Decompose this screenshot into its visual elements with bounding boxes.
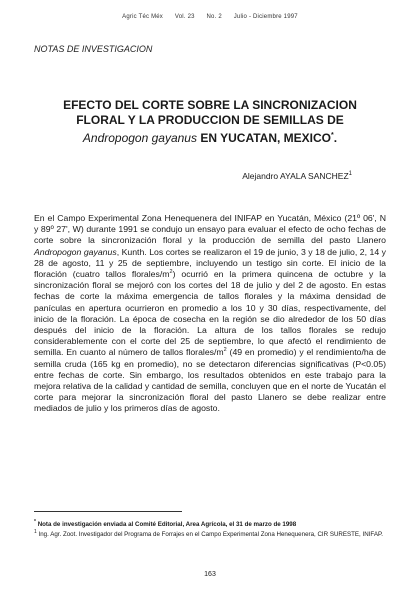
abstract-text-3: ) ocurrió en la primera quincena de octubre y la sincronización floral se mejoró con los cortes del 18 de julio y del 2 de agosto. En estas fechas de corte la máxima emergencia de tallos florales y la máxima densidad de panículas en apertura ocurrieron en promedio a los 10 y 30 días, respectivamente, del inicio de la floración. La época de cosecha en la región se dio alrededor de los 50 días después del inicio de la floración. La altura de los tallos florales se redujo considerablemente con el corte del 25 de septiembre, lo que afectó el rendimiento de semilla. En cuanto al número de tallos florales/m: [34, 269, 386, 358]
title-line-2: FLORAL Y LA PRODUCCION DE SEMILLAS DE: [76, 113, 344, 127]
article-title: [30, 98, 390, 146]
title-line-3-rest: EN YUCATAN, MEXICO: [200, 131, 332, 145]
title-line-3: Andropogon gayanus EN YUCATAN, MEXICO*.: [82, 131, 338, 145]
running-header: [0, 14, 420, 20]
journal-number: No. 2: [206, 14, 222, 20]
footnote-1-text: Nota de investigación enviada al Comité Editorial, Area Agrícola, el 31 de marzo de 1998: [37, 521, 297, 529]
footnote-2-text: Ing. Agr. Zoot. Investigador del Programa de Forrajes en el Campo Experimental Zona Henequenera, CIR SURESTE, INIFAP.: [38, 531, 384, 539]
abstract-text-1: En el Campo Experimental Zona Henequenera del INIFAP en Yucatán, México (21º 06', N y 89º 27', W) durante 1991 se condujo un ensayo para evaluar el efecto de ocho fechas de corte sobre la sincronización floral y la producción de semilla del pasto Llanero: [34, 213, 386, 246]
footnote-divider: [34, 511, 182, 512]
title-line-1: EFECTO DEL CORTE SOBRE LA SINCRONIZACION: [63, 98, 357, 112]
author-name: Alejandro AYALA SANCHEZ: [242, 171, 349, 181]
footnote-2: [34, 528, 390, 539]
abstract-text-2: , Kunth. Los cortes se realizaron el 19 de junio, 3 y 18 de julio, 2, 14 y 28 de agosto, 11 y 25 de septiembre, incluyendo un testigo sin corte. El inicio de la floración (cuatro tallos florales/m: [34, 246, 386, 280]
abstract-superscript-2: 2: [223, 347, 227, 354]
author-footnote-mark: 1: [348, 171, 352, 178]
journal-name: Agric Téc Méx: [122, 14, 164, 20]
section-heading: NOTAS DE INVESTIGACION: [34, 44, 153, 54]
footnote-2-mark: 1: [34, 529, 37, 535]
abstract-superscript-1: 2: [169, 269, 173, 276]
page-number: 163: [204, 571, 216, 578]
journal-date: Julio - Diciembre 1997: [233, 14, 298, 20]
abstract-paragraph: [34, 213, 386, 415]
author-line: [242, 171, 352, 181]
footnote-1-mark: *: [34, 519, 36, 525]
title-species: Andropogon gayanus: [82, 131, 197, 145]
journal-volume: Vol. 23: [174, 14, 195, 20]
abstract-species: Andropogon gayanus: [34, 246, 117, 257]
title-footnote-mark: *: [331, 132, 334, 139]
abstract-text-4: (49 en promedio) y el rendimiento/ha de semilla cruda (165 kg en promedio), no se detectaron diferencias significativas (P<0.05) entre fechas de corte. Sin embargo, los resultados obtenidos en este trabajo para la mejora relativa de la calidad y cantidad de semilla, concluyen que en el norte de Yucatán el corte para mejorar la sincronización floral del pasto Llanero se debe realizar entre mediados de julio y los primeros días de agosto.: [34, 347, 386, 414]
